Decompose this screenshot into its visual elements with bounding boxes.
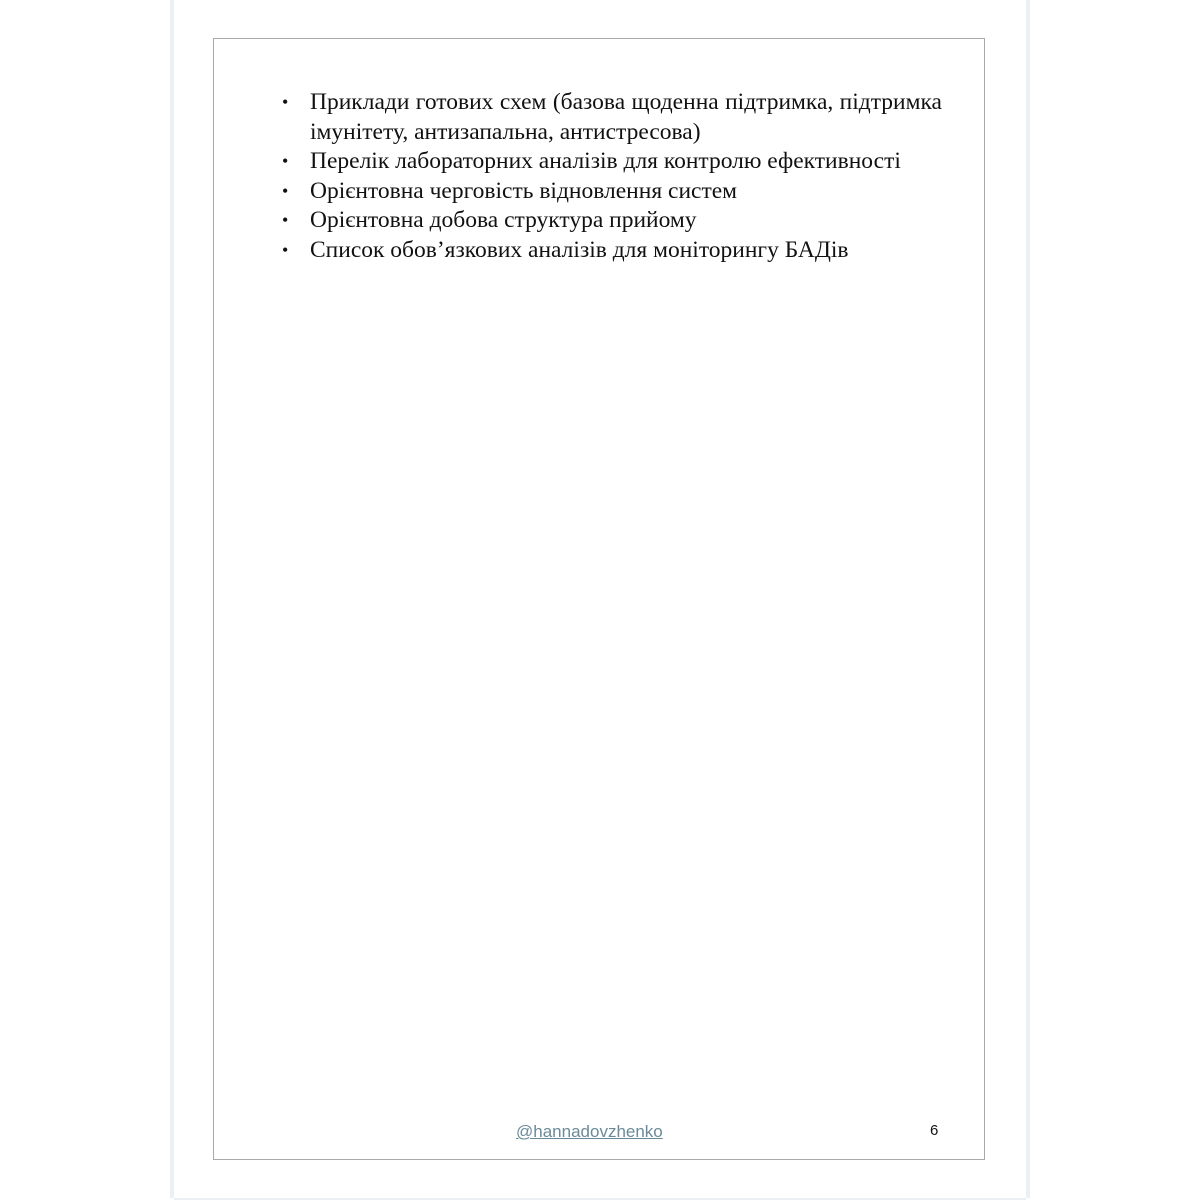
list-item-text: Список обов’язкових аналізів для моніторингу БАДів (310, 236, 849, 263)
bullet-icon: • (282, 239, 289, 260)
bullet-icon: • (282, 151, 289, 171)
list-item (282, 236, 942, 266)
list-item-text: Орієнтовна черговість відновлення систем (310, 177, 738, 204)
bullet-icon: • (282, 92, 289, 112)
list-item-text: Перелік лабораторних аналізів для контролю ефективності (310, 148, 901, 174)
list-item (282, 88, 942, 147)
page-number: 6 (930, 1122, 939, 1139)
list-item (282, 206, 942, 236)
list-item-text: Орієнтовна добова структура прийому (310, 207, 697, 233)
list-item (282, 177, 942, 207)
list-item-text: Приклади готових схем (базова щоденна підтримка, підтримка імунітету, антизапальна, антистресова) (310, 89, 942, 145)
author-handle-link[interactable]: @hannadovzhenko (516, 1122, 663, 1141)
bullet-icon: • (282, 180, 289, 201)
bullet-icon: • (282, 210, 289, 230)
list-item (282, 147, 942, 177)
bullet-list (282, 88, 942, 265)
